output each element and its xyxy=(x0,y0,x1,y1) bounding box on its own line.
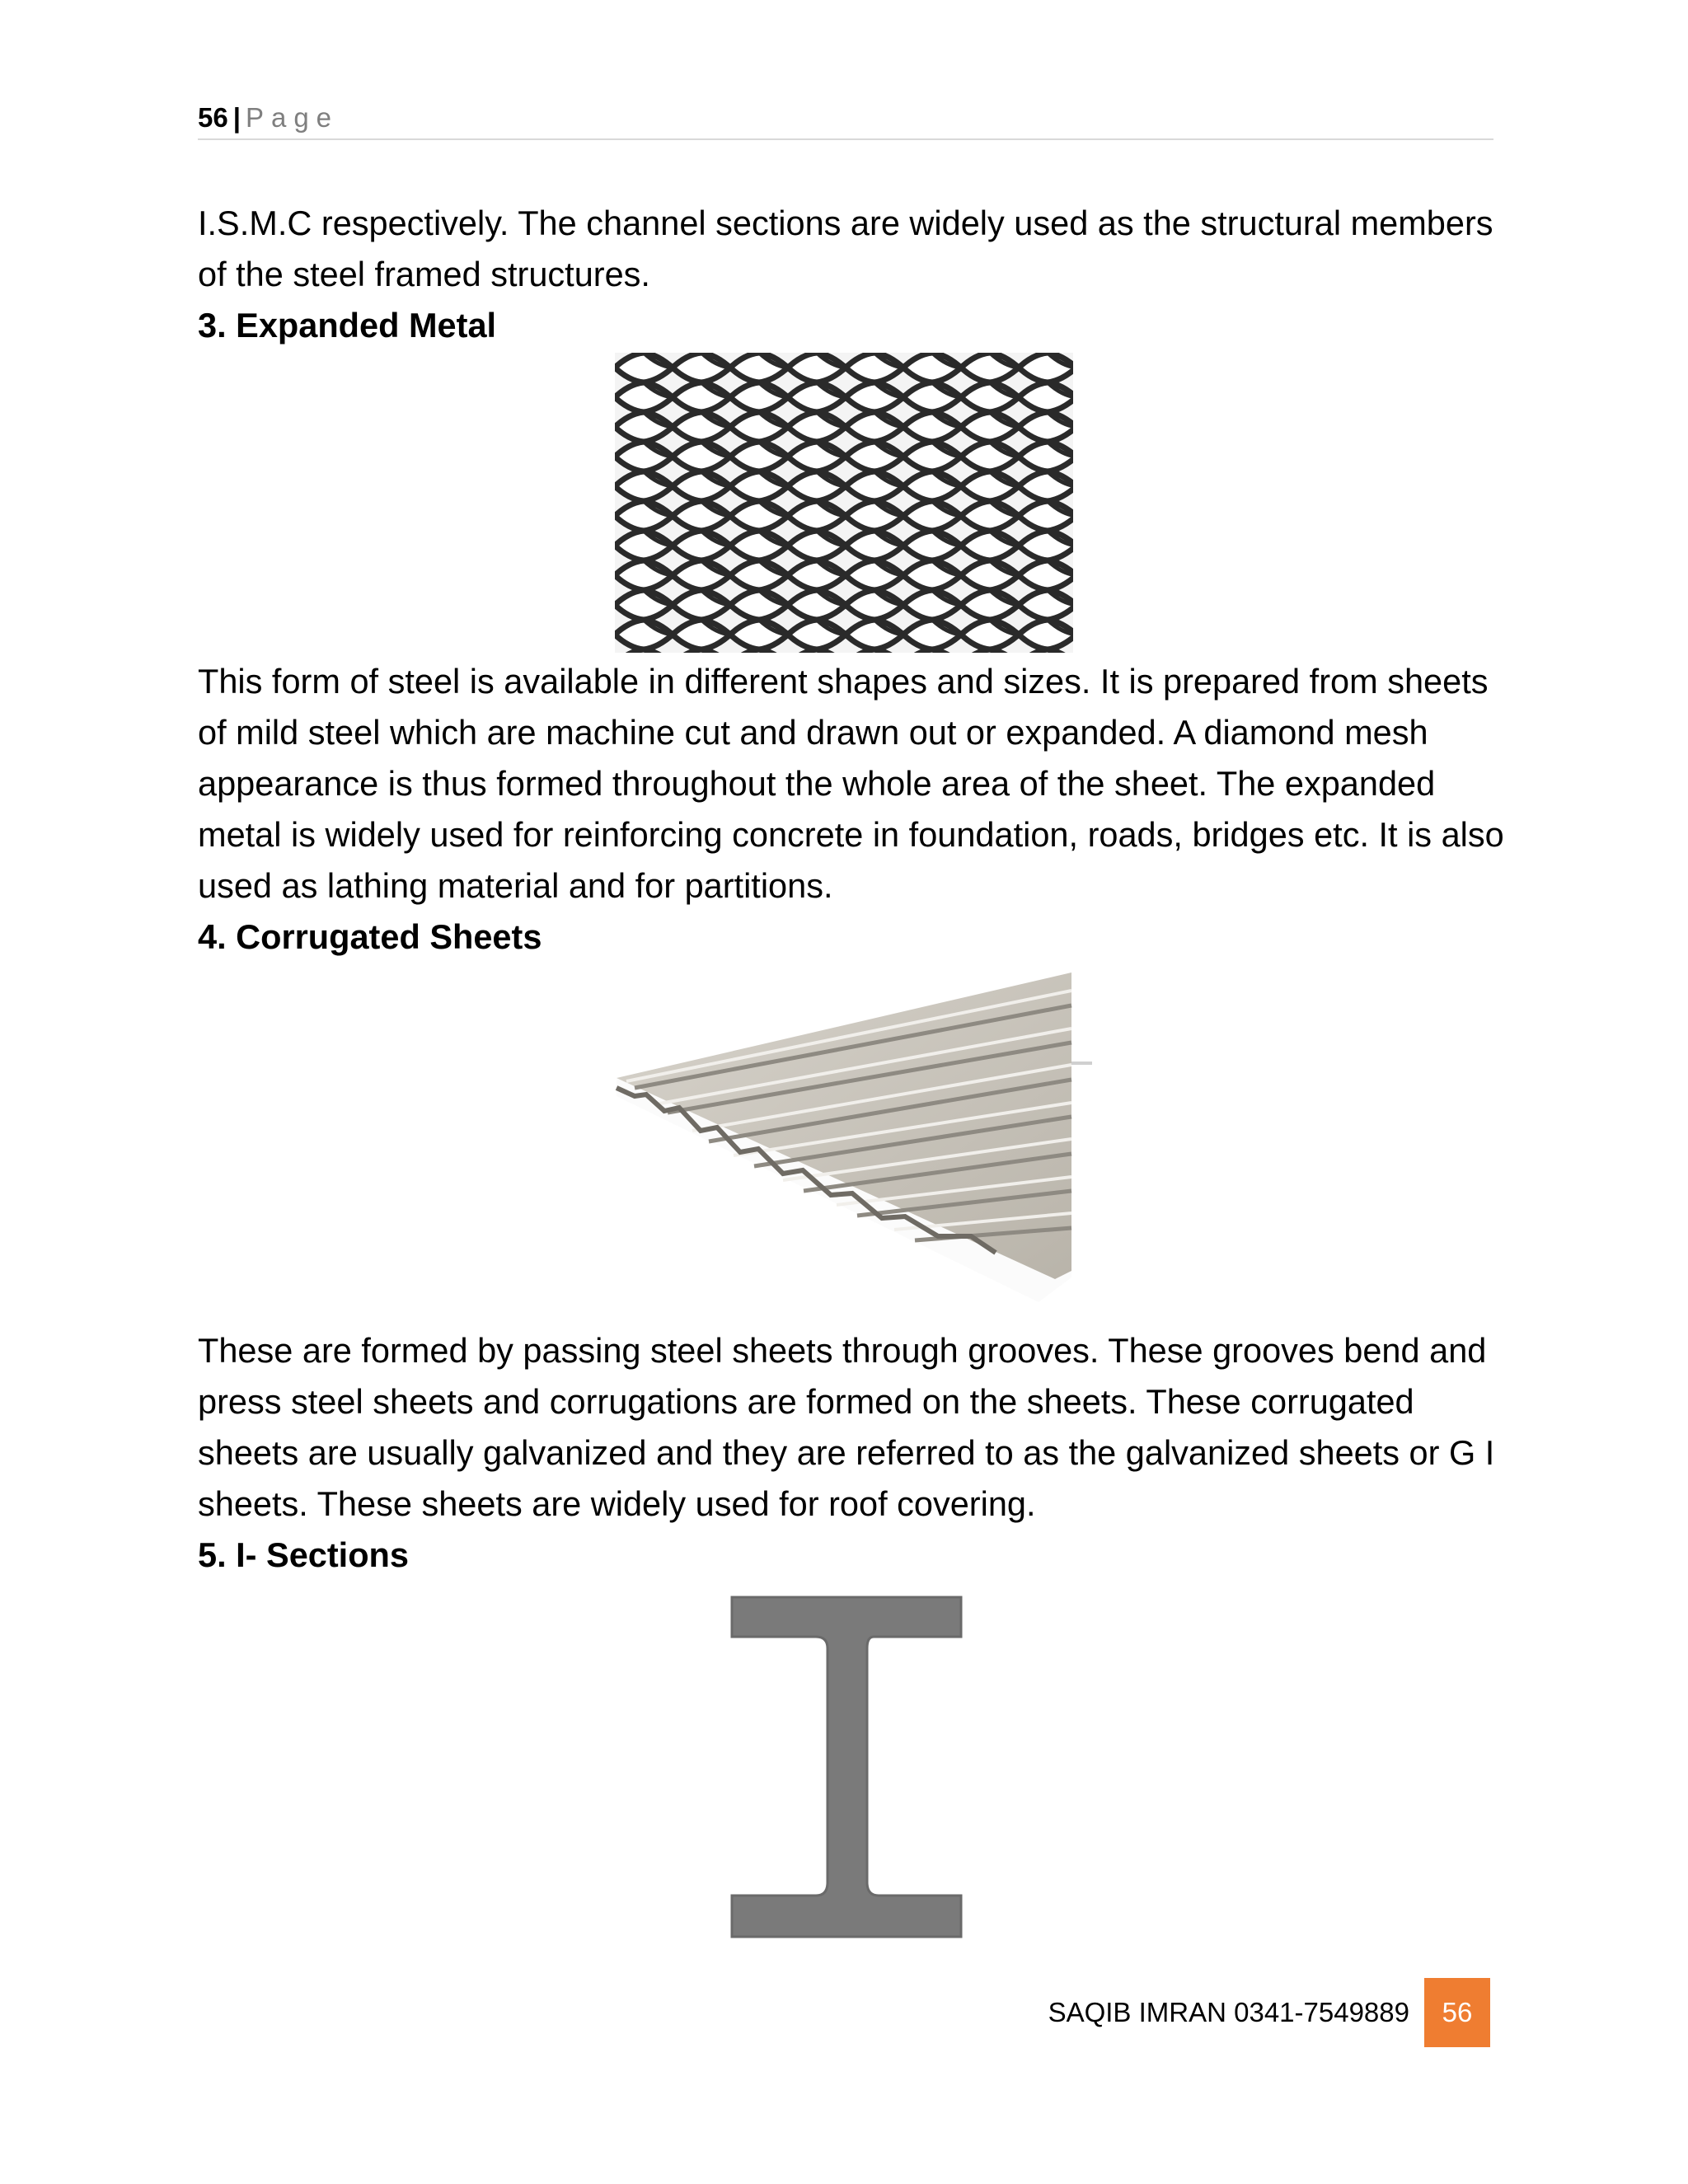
header-separator: | xyxy=(232,102,241,133)
page-header xyxy=(198,97,1493,140)
header-page-number: 56 xyxy=(198,102,228,133)
corrugated-sheet-image xyxy=(610,964,1104,1302)
i-section-image xyxy=(725,1591,973,1945)
expanded-metal-image xyxy=(615,353,1073,653)
section-expanded-metal xyxy=(198,656,1508,963)
corrugated-sheets-paragraph: These are formed by passing steel sheets through grooves. These grooves bend and press steel sheets and corrugations are formed on the sheets. These corrugated sheets are usually galvanized and they are referred to as the galvanized sheets or G I sheets. These sheets are widely used for roof covering. xyxy=(198,1331,1495,1523)
footer-author: SAQIB IMRAN 0341-7549889 xyxy=(1048,1997,1409,2027)
section-intro xyxy=(198,198,1508,351)
header-page-word: Page xyxy=(245,102,340,133)
expanded-metal-paragraph: This form of steel is available in different shapes and sizes. It is prepared from sheets of mild steel which are machine cut and drawn out or expanded. A diamond mesh appearance is thus formed throughout the whole area of the sheet. The expanded metal is widely used for reinforcing concrete in foundation, roads, bridges etc. It is also used as lathing material and for partitions. xyxy=(198,662,1504,905)
section-corrugated-sheets xyxy=(198,1325,1508,1581)
intro-paragraph: I.S.M.C respectively. The channel sections are widely used as the structural members of the steel framed structures. xyxy=(198,204,1493,293)
heading-expanded-metal: 3. Expanded Metal xyxy=(198,306,497,344)
heading-corrugated-sheets: 4. Corrugated Sheets xyxy=(198,917,542,956)
heading-i-sections: 5. I- Sections xyxy=(198,1535,409,1574)
footer-page-number: 56 xyxy=(1424,1978,1490,2047)
